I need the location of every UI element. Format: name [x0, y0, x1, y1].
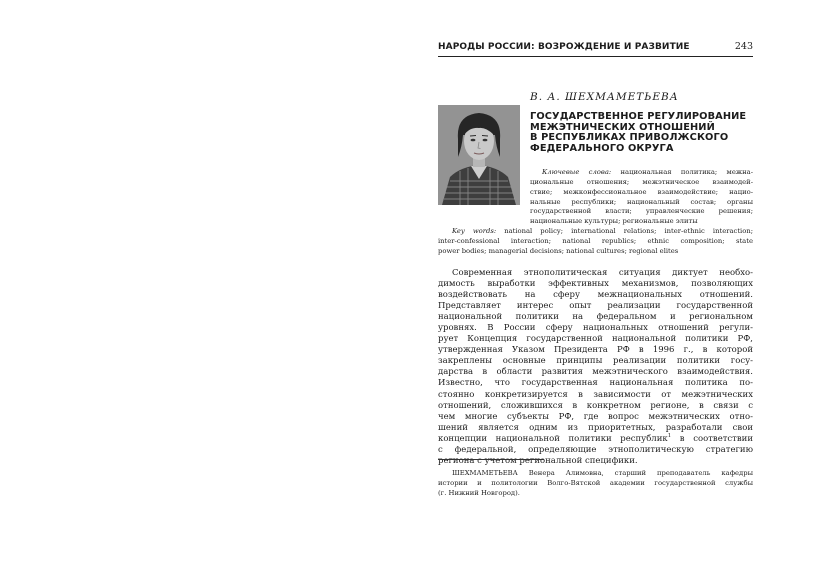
- footnote-line: ШЕХМАМЕТЬЕВА Венера Алимовна, старший преподаватель кафедры: [452, 469, 753, 477]
- footnote-divider: [438, 459, 544, 460]
- article-title: [530, 112, 755, 154]
- body-line: национальной политики на федеральном и региональном: [438, 312, 753, 323]
- author-photo: [438, 105, 520, 205]
- body-line: Представляет интерес опыт реализации государственной: [438, 301, 753, 312]
- keywords-line: циональные отношения; межэтническое взаимодей-: [530, 177, 753, 186]
- body-line: Современная этнополитическая ситуация диктует необхо-: [452, 268, 753, 278]
- article-author: В. А. ШЕХМАМЕТЬЕВА: [530, 91, 679, 103]
- footnote-line: истории и политологии Волго-Вятской академии государственной службы: [438, 479, 753, 487]
- keywords-line: нальные республики; национальный состав; органы: [530, 197, 753, 206]
- footnote-marker: 1: [667, 432, 672, 439]
- keywords-line: power bodies; managerial decisions; national cultures; regional elites: [438, 246, 679, 255]
- keywords-line: [438, 227, 753, 237]
- title-line: ФЕДЕРАЛЬНОГО ОКРУГА: [530, 142, 674, 154]
- body-line: с федеральной, определяющие этнополитическую стратегию: [438, 444, 753, 455]
- body-line: закреплены основные принципы реализации политики госу-: [438, 356, 753, 367]
- footnote-line: (г. Нижний Новгород).: [438, 489, 520, 497]
- body-line: дарства в области развития межэтнического взаимодействия.: [438, 367, 753, 378]
- keywords-label: Ключевые слова:: [542, 168, 612, 176]
- body-line: воздействовать на сферу межнациональных отношений.: [438, 290, 753, 301]
- body-line-text: концепции национальной политики республик: [438, 433, 668, 444]
- author-footnote: [438, 468, 753, 498]
- body-line: чем многие субъекты РФ, где вопрос межэтнических отно-: [438, 411, 753, 422]
- keywords-english: [438, 227, 753, 257]
- keywords-russian: [530, 168, 753, 227]
- body-line: отношений, сложившихся в конкретном регионе, в связи с: [438, 400, 753, 411]
- body-line: [438, 434, 753, 445]
- page-number: 243: [734, 41, 753, 52]
- body-line: димость выработки эффективных механизмов, позволяющих: [438, 279, 753, 290]
- body-line: региона с учетом региональной специфики.: [438, 455, 638, 466]
- body-line: Известно, что государственная национальная политика по-: [438, 378, 753, 389]
- title-line: ГОСУДАРСТВЕННОЕ РЕГУЛИРОВАНИЕ: [530, 111, 747, 122]
- keywords-line: ствие; межконфессиональное взаимодействие; нацио-: [530, 187, 753, 196]
- article-body: [438, 268, 753, 467]
- title-line: МЕЖЭТНИЧЕСКИХ ОТНОШЕНИЙ: [530, 121, 715, 133]
- keywords-text: национальная политика; межна-: [611, 168, 753, 176]
- journal-section-title: НАРОДЫ РОССИИ: ВОЗРОЖДЕНИЕ И РАЗВИТИЕ: [438, 42, 690, 52]
- keywords-line: [530, 168, 753, 178]
- keywords-line: inter-confessional interaction; national republics; ethnic composition; state: [438, 236, 753, 245]
- body-line: стоянно конкретизируется в зависимости от межэтнических: [438, 389, 753, 400]
- keywords-label: Key words:: [452, 227, 497, 235]
- body-line: рует Концепция государственной национальной политики РФ,: [438, 334, 753, 345]
- keywords-line: национальные культуры; региональные элиты: [530, 217, 698, 226]
- body-line: утвержденная Указом Президента РФ в 1996 г., в которой: [438, 345, 753, 356]
- running-header: [438, 40, 753, 57]
- body-line: шений является одним из приоритетных, разработали свои: [438, 422, 753, 433]
- body-line: уровнях. В России сферу национальных отношений регули-: [438, 323, 753, 334]
- title-line: В РЕСПУБЛИКАХ ПРИВОЛЖСКОГО: [530, 132, 729, 144]
- body-line-text: в соответствии: [671, 433, 754, 444]
- keywords-text: national policy; international relations; inter-ethnic interaction;: [496, 227, 753, 235]
- keywords-line: государственной власти; управленческие решения;: [530, 207, 753, 216]
